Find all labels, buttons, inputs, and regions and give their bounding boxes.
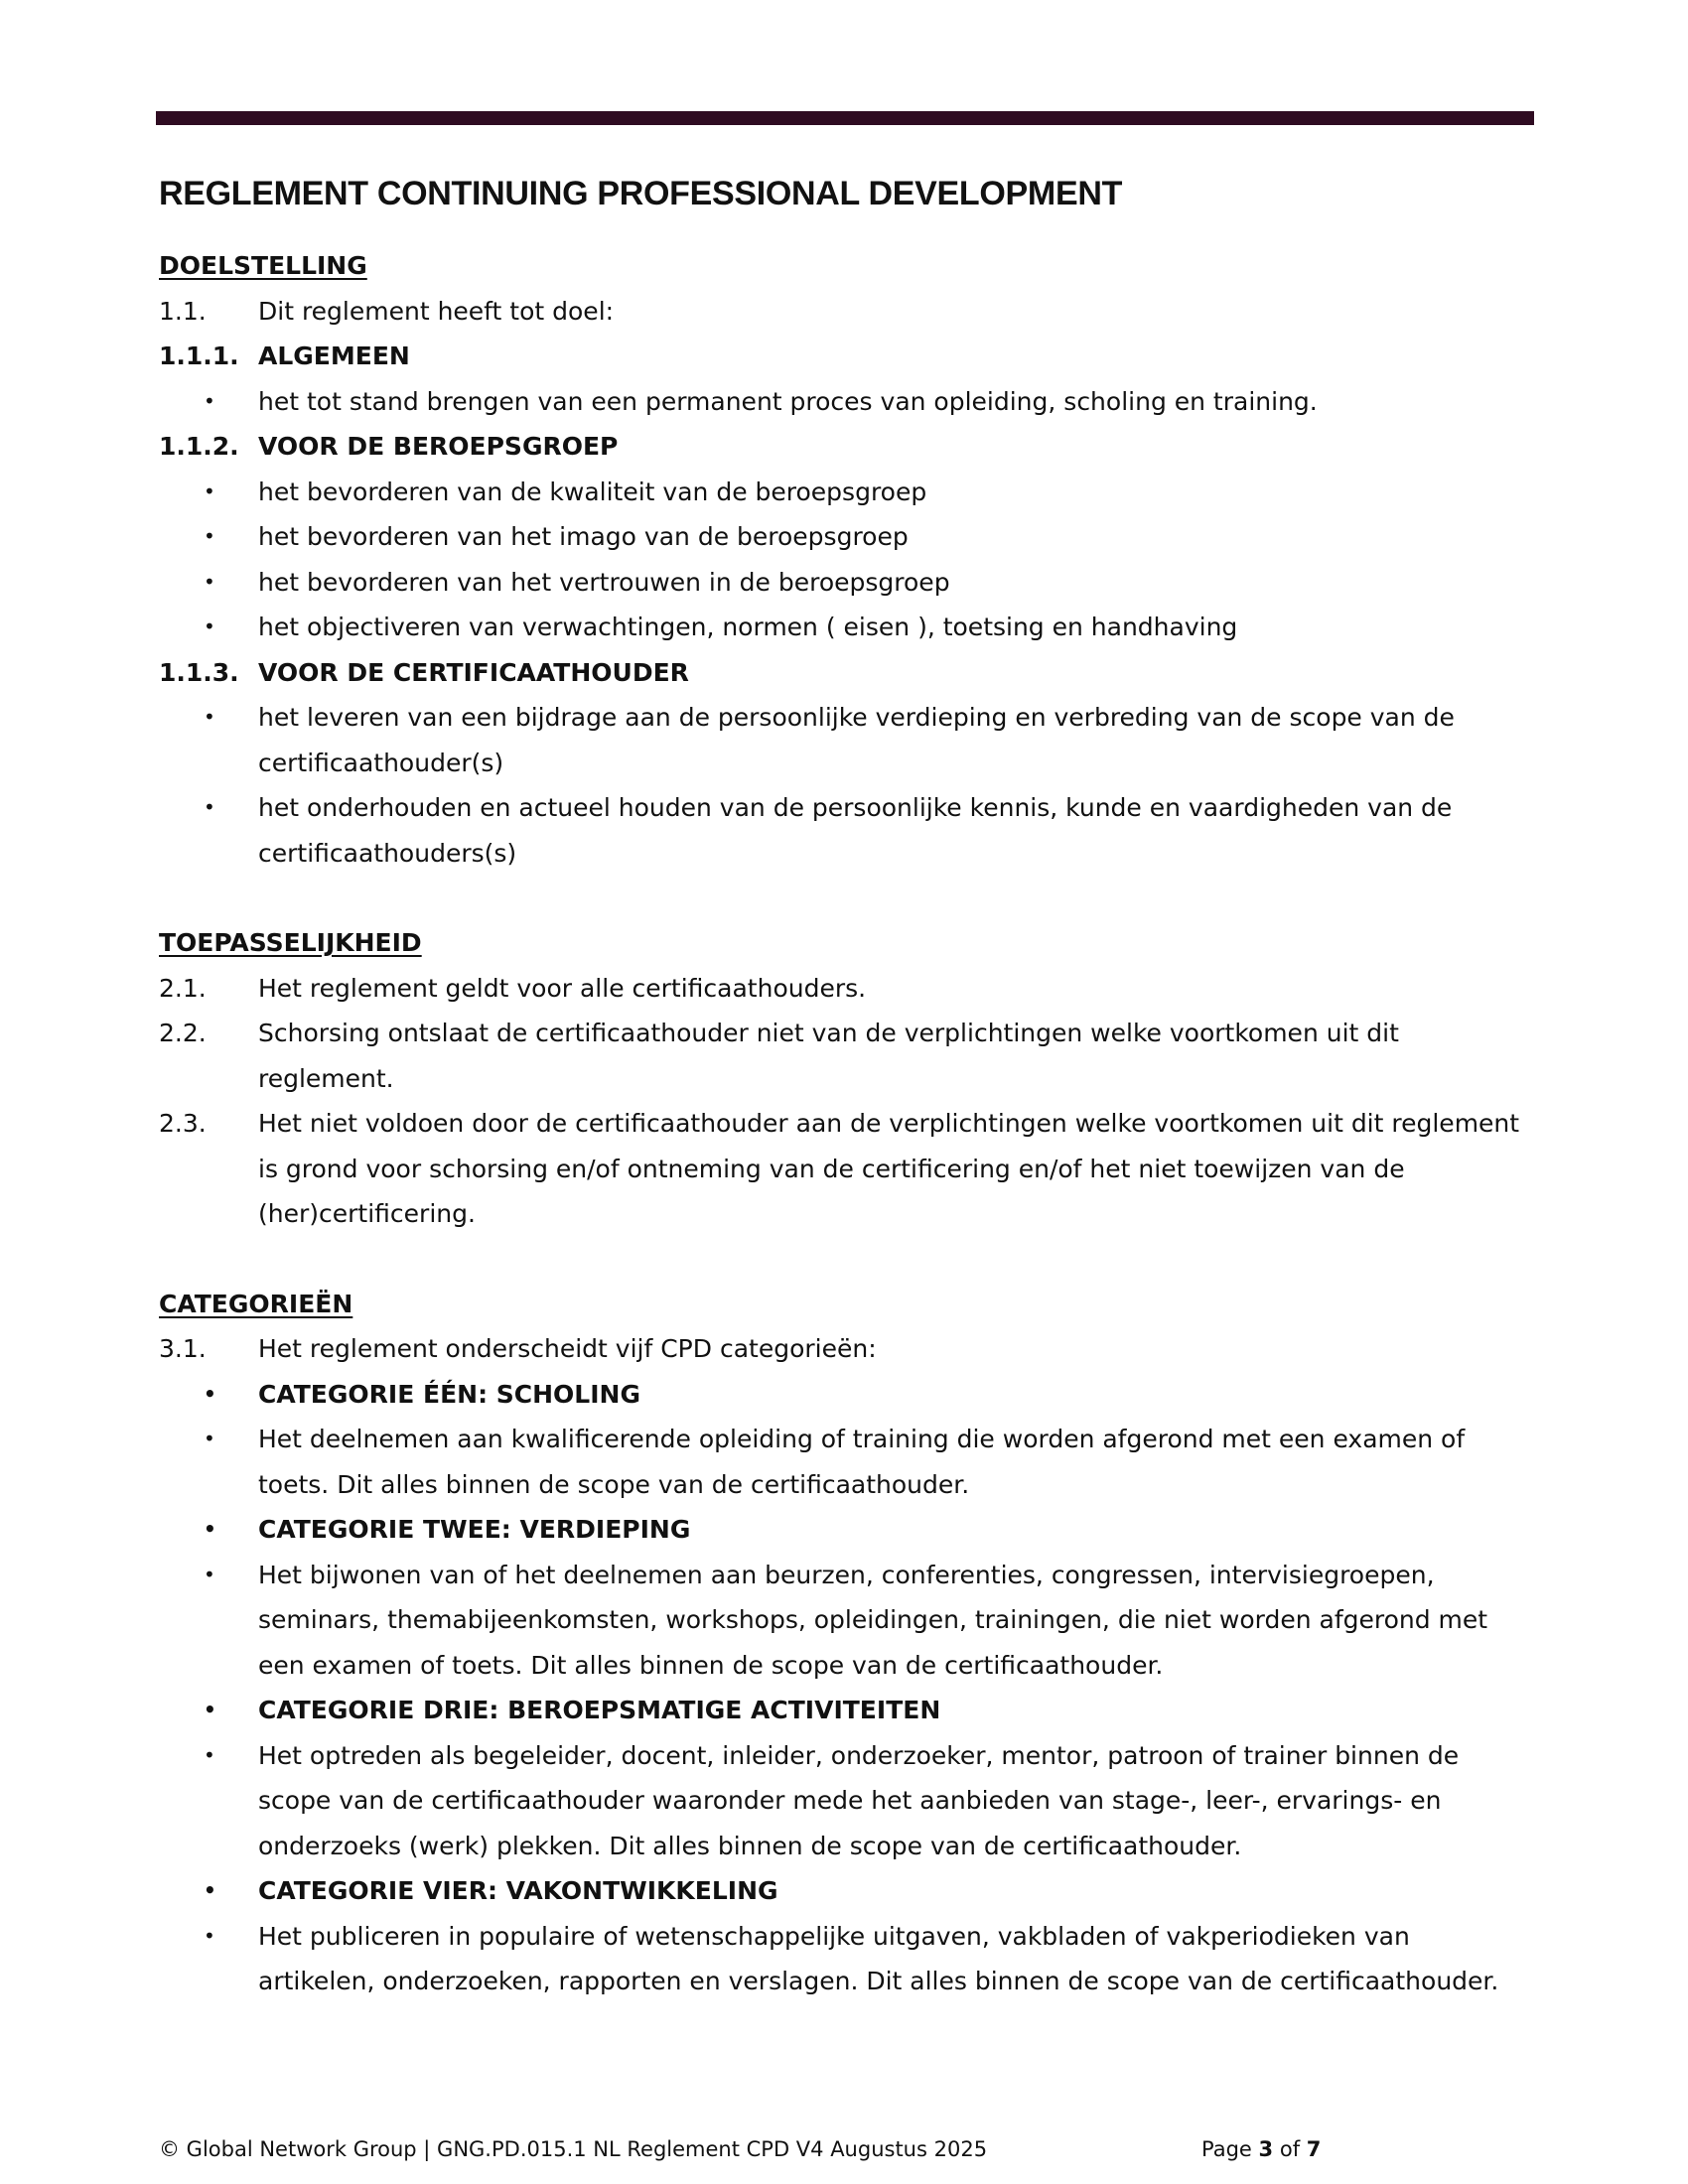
section-heading-categorieen: CATEGORIEËN (159, 1289, 353, 1318)
clause-text: Het reglement geldt voor alle certificaathouders. (258, 973, 867, 1003)
subheading-1-1-1 (159, 334, 1534, 379)
clause-number: 2.3. (159, 1109, 207, 1138)
subheading-text: VOOR DE BEROEPSGROEP (258, 432, 619, 461)
category-title-1 (159, 1372, 1534, 1418)
clause-number: 1.1. (159, 296, 207, 326)
category-title-text: CATEGORIE TWEE: VERDIEPING (258, 1515, 691, 1544)
clause-text: Het reglement onderscheidt vijf CPD categorieën: (258, 1334, 877, 1363)
page-word: Page (1201, 2137, 1252, 2161)
list-item (159, 605, 1534, 650)
category-description-text: Het bijwonen van of het deelnemen aan beurzen, conferenties, congressen, intervisiegroepen, seminars, themabijeenkomsten, workshops, opleidingen, trainingen, die niet worden afgerond met een examen of toets. Dit alles binnen de scope van de certificaathouder. (258, 1560, 1488, 1680)
clause-2-1 (159, 966, 1534, 1012)
clause-1-1 (159, 289, 1534, 335)
section-heading-toepasselijkheid: TOEPASSELIJKHEID (159, 928, 422, 957)
category-title-text: CATEGORIE ÉÉN: SCHOLING (258, 1379, 640, 1409)
clause-number: 2.1. (159, 973, 207, 1003)
category-title-3 (159, 1688, 1534, 1733)
bullet-icon: • (204, 1698, 216, 1721)
page-footer (159, 2137, 1322, 2161)
subheading-1-1-2 (159, 424, 1534, 470)
page-title: REGLEMENT CONTINUING PROFESSIONAL DEVELOPMENT (159, 175, 1123, 212)
list-item-text: het objectiveren van verwachtingen, normen ( eisen ), toetsing en handhaving (258, 613, 1238, 641)
list-item-text: het bevorderen van het vertrouwen in de beroepsgroep (258, 567, 950, 597)
clause-3-1 (159, 1326, 1534, 1372)
category-description-text: Het deelnemen aan kwalificerende opleiding of training die worden afgerond met een examen of toets. Dit alles binnen de scope van de certificaathouder. (258, 1425, 1466, 1499)
list-item-text: het bevorderen van de kwaliteit van de beroepsgroep (258, 477, 927, 506)
clause-2-2 (159, 1011, 1534, 1101)
list-item (159, 785, 1534, 876)
subheading-text: VOOR DE CERTIFICAATHOUDER (258, 657, 689, 687)
list-item (159, 514, 1534, 560)
clause-text: Schorsing ontslaat de certificaathouder niet van de verplichtingen welke voortkomen uit dit reglement. (258, 1019, 1399, 1093)
category-description-2 (159, 1553, 1534, 1689)
clause-number: 1.1.3. (159, 657, 239, 687)
page-total: 7 (1306, 2137, 1322, 2161)
list-item-text: het tot stand brengen van een permanent proces van opleiding, scholing en training. (258, 386, 1318, 416)
category-description-text: Het optreden als begeleider, docent, inleider, onderzoeker, mentor, patroon of trainer binnen de scope van de certificaathouder waaronder mede het aanbieden van stage-, leer-, ervarings- en onderzoeks (werk) plekken. Dit alles binnen de scope van de certificaathouder. (258, 1740, 1460, 1860)
page-indicator (1201, 2137, 1321, 2161)
clause-number: 2.2. (159, 1019, 207, 1047)
list-item (159, 560, 1534, 606)
bullet-icon: • (204, 705, 215, 729)
clause-text: Dit reglement heeft tot doel: (258, 296, 615, 326)
of-word: of (1279, 2137, 1301, 2161)
clause-number: 3.1. (159, 1334, 207, 1363)
list-item-text: het leveren van een bijdrage aan de persoonlijke verdieping en verbreding van de scope van de certificaathouder(s) (258, 703, 1455, 777)
bullet-icon: • (204, 1517, 216, 1541)
category-title-text: CATEGORIE DRIE: BEROEPSMATIGE ACTIVITEITEN (258, 1696, 941, 1724)
bullet-icon: • (204, 1427, 215, 1450)
list-item-text: het bevorderen van het imago van de beroepsgroep (258, 522, 909, 551)
category-description-text: Het publiceren in populaire of wetenschappelijke uitgaven, vakbladen of vakperiodieken van artikelen, onderzoeken, rapporten en verslagen. Dit alles binnen de scope van de certificaathouder. (258, 1921, 1499, 1995)
bullet-icon: • (204, 1562, 215, 1586)
bullet-icon: • (204, 1923, 215, 1948)
bullet-icon: • (204, 1381, 216, 1406)
section-heading-doelstelling: DOELSTELLING (159, 251, 367, 280)
bullet-icon: • (204, 1878, 216, 1902)
bullet-icon: • (204, 795, 215, 819)
category-title-text: CATEGORIE VIER: VAKONTWIKKELING (258, 1876, 778, 1905)
spacer (159, 876, 1534, 920)
subheading-text: ALGEMEEN (258, 341, 410, 370)
list-item (159, 695, 1534, 785)
clause-number: 1.1.2. (159, 432, 239, 461)
clause-text: Het niet voldoen door de certificaathouder aan de verplichtingen welke voortkomen uit dit reglement is grond voor schorsing en/of ontneming van de certificering en/of het niet toewijzen van de (her)certificering. (258, 1109, 1520, 1228)
clause-2-3 (159, 1101, 1534, 1237)
bullet-icon: • (204, 1742, 215, 1767)
bullet-icon: • (204, 388, 215, 413)
list-item (159, 470, 1534, 515)
bullet-icon: • (204, 614, 215, 638)
category-description-3 (159, 1733, 1534, 1869)
bullet-icon: • (204, 524, 215, 548)
category-title-4 (159, 1868, 1534, 1914)
list-item-text: het onderhouden en actueel houden van de persoonlijke kennis, kunde en vaardigheden van de certificaathouders(s) (258, 793, 1453, 868)
clause-number: 1.1.1. (159, 341, 239, 370)
bullet-icon: • (204, 478, 215, 503)
list-item (159, 379, 1534, 425)
subheading-1-1-3 (159, 650, 1534, 696)
footer-copyright: © Global Network Group | GNG.PD.015.1 NL Reglement CPD V4 Augustus 2025 (159, 2137, 988, 2161)
category-title-2 (159, 1507, 1534, 1553)
page-number: 3 (1258, 2137, 1274, 2161)
top-rule (156, 111, 1534, 125)
bullet-icon: • (204, 569, 215, 594)
category-description-4 (159, 1914, 1534, 2004)
document-body (159, 243, 1534, 2004)
category-description-1 (159, 1417, 1534, 1507)
spacer (159, 1237, 1534, 1282)
